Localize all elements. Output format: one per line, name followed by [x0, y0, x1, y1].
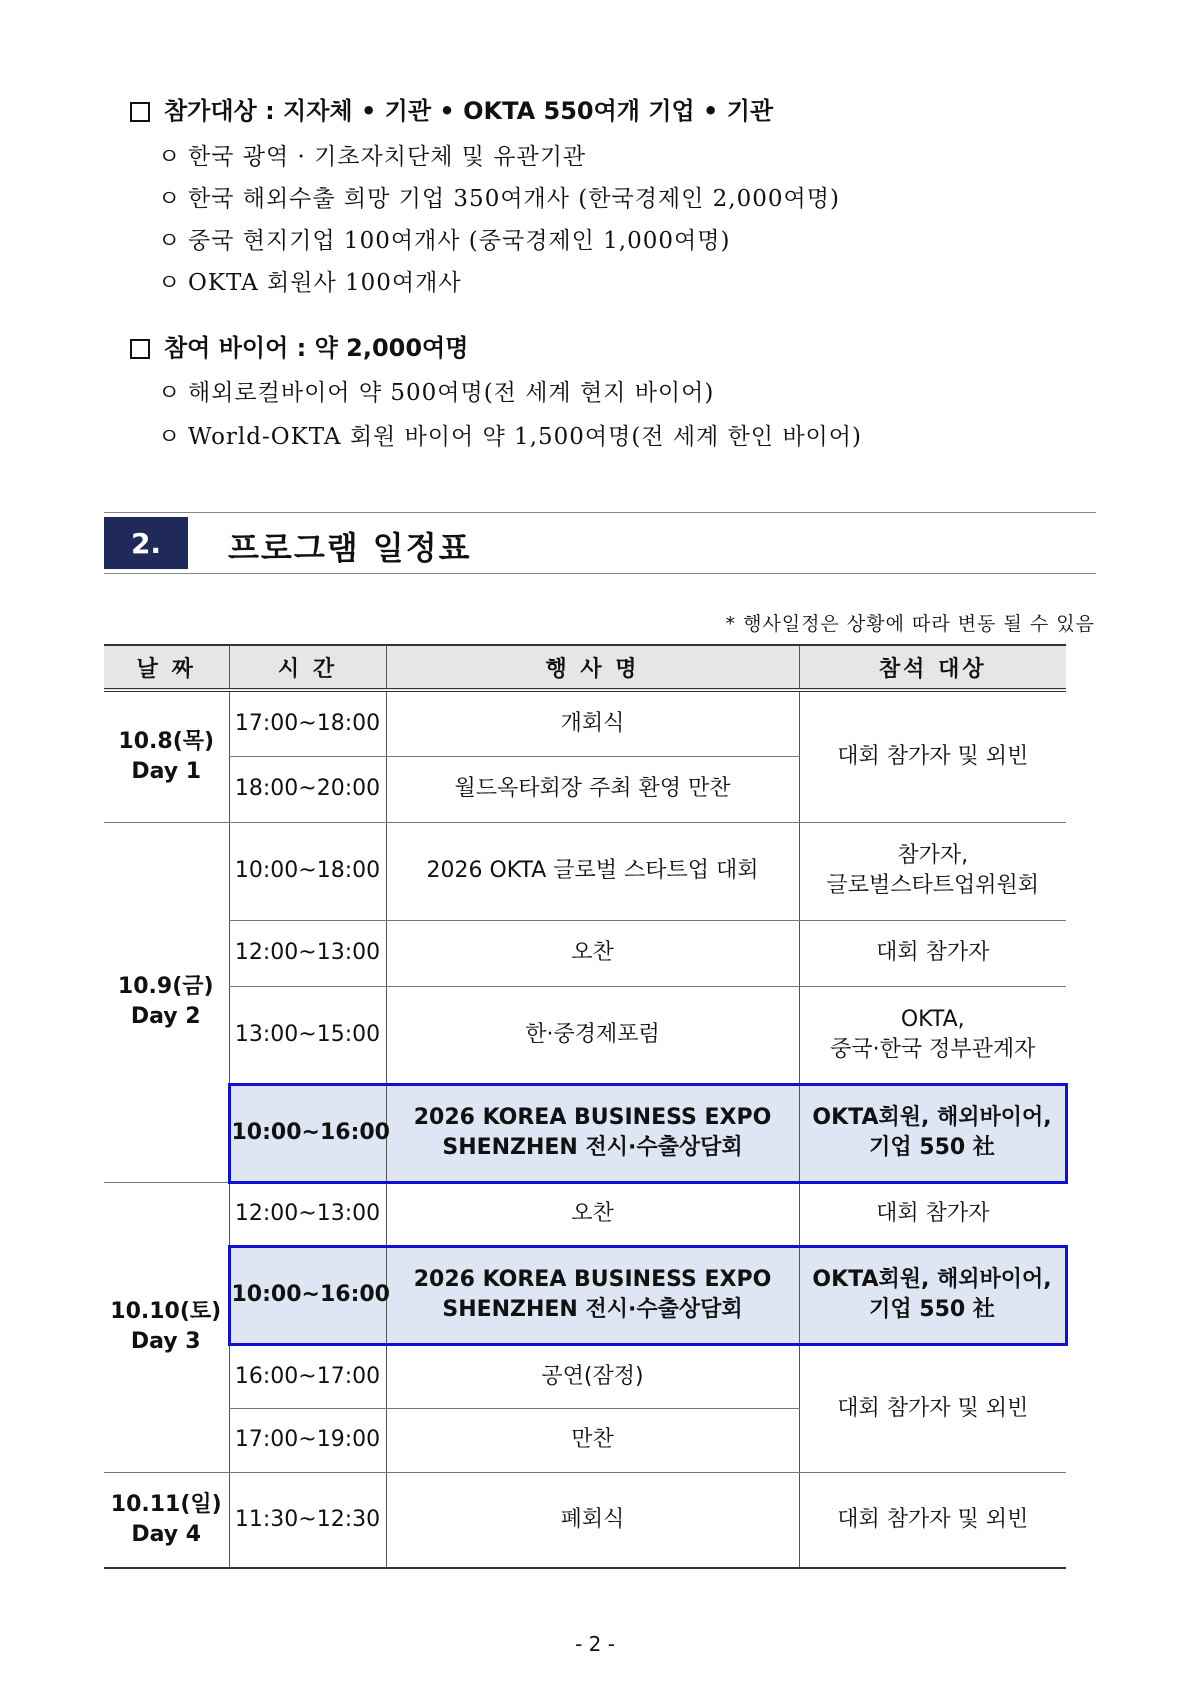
- target-cell: 대회 참가자: [799, 920, 1066, 986]
- schedule-note: * 행사일정은 상황에 따라 변동 될 수 있음: [725, 613, 1095, 635]
- target-cell: 대회 참가자 및 외빈: [799, 690, 1066, 822]
- buyers-item: ㅇ 해외로컬바이어 약 500여명(전 세계 현지 바이어): [158, 380, 715, 406]
- checkbox-square-icon: [130, 339, 150, 359]
- bullet-icon: ㅇ: [158, 144, 182, 170]
- buyers-item: ㅇ World-OKTA 회원 바이어 약 1,500여명(전 세계 한인 바이어): [158, 424, 862, 450]
- bullet-icon: ㅇ: [158, 424, 182, 450]
- event-cell: 한·중경제포럼: [386, 986, 799, 1084]
- bullet-icon: ㅇ: [158, 270, 182, 296]
- table-row: [104, 690, 1066, 756]
- participants-item: ㅇ 중국 현지기업 100여개사 (중국경제인 1,000여명): [158, 228, 731, 254]
- header-time: 시 간: [229, 645, 386, 690]
- header-target: 참석 대상: [799, 645, 1066, 690]
- participants-item: ㅇ 한국 광역 · 기초자치단체 및 유관기관: [158, 144, 587, 170]
- table-row: [104, 1182, 1066, 1246]
- section-number: 2.: [104, 517, 188, 569]
- time-cell: 10:00~16:00: [229, 1246, 386, 1344]
- time-cell: 10:00~16:00: [229, 1084, 386, 1182]
- event-cell: 만찬: [386, 1408, 799, 1472]
- target-cell: OKTA회원, 해외바이어, 기업 550 社: [799, 1246, 1066, 1344]
- table-row: [104, 1472, 1066, 1568]
- section-title: 프로그램 일정표: [228, 529, 472, 567]
- time-cell: 12:00~13:00: [229, 920, 386, 986]
- date-cell: 10.8(목) Day 1: [104, 690, 229, 822]
- event-cell: 2026 OKTA 글로벌 스타트업 대회: [386, 822, 799, 920]
- bullet-icon: ㅇ: [158, 186, 182, 212]
- target-cell: OKTA회원, 해외바이어, 기업 550 社: [799, 1084, 1066, 1182]
- target-cell: 대회 참가자 및 외빈: [799, 1344, 1066, 1472]
- table-row: [104, 986, 1066, 1084]
- time-cell: 18:00~20:00: [229, 756, 386, 822]
- table-row: [104, 822, 1066, 920]
- bullet-icon: ㅇ: [158, 380, 182, 406]
- date-cell: 10.10(토) Day 3: [104, 1182, 229, 1472]
- buyers-title: 참여 바이어 : 약 2,000여명: [130, 333, 468, 363]
- event-cell: 월드옥타회장 주최 환영 만찬: [386, 756, 799, 822]
- time-cell: 16:00~17:00: [229, 1344, 386, 1408]
- target-cell: 대회 참가자: [799, 1182, 1066, 1246]
- section-heading: [104, 512, 1096, 574]
- time-cell: 11:30~12:30: [229, 1472, 386, 1568]
- table-row: [104, 1344, 1066, 1408]
- page-number: - 2 -: [575, 1632, 615, 1656]
- participants-title: 참가대상 : 지자체 • 기관 • OKTA 550여개 기업 • 기관: [130, 96, 773, 126]
- event-cell: 오찬: [386, 920, 799, 986]
- time-cell: 12:00~13:00: [229, 1182, 386, 1246]
- event-cell: 폐회식: [386, 1472, 799, 1568]
- event-cell: 개회식: [386, 690, 799, 756]
- participants-item: ㅇ OKTA 회원사 100여개사: [158, 270, 462, 296]
- event-cell: 2026 KOREA BUSINESS EXPO SHENZHEN 전시·수출상담회: [386, 1084, 799, 1182]
- header-event: 행 사 명: [386, 645, 799, 690]
- event-cell: 2026 KOREA BUSINESS EXPO SHENZHEN 전시·수출상담회: [386, 1246, 799, 1344]
- checkbox-square-icon: [130, 102, 150, 122]
- date-cell: 10.11(일) Day 4: [104, 1472, 229, 1568]
- schedule-table: [104, 644, 1068, 1569]
- time-cell: 10:00~18:00: [229, 822, 386, 920]
- bullet-icon: ㅇ: [158, 228, 182, 254]
- target-cell: OKTA, 중국·한국 정부관계자: [799, 986, 1066, 1084]
- table-row: [104, 920, 1066, 986]
- time-cell: 17:00~18:00: [229, 690, 386, 756]
- target-cell: 참가자, 글로벌스타트업위원회: [799, 822, 1066, 920]
- header-date: 날 짜: [104, 645, 229, 690]
- table-row-highlighted: [104, 1084, 1066, 1182]
- participants-item: ㅇ 한국 해외수출 희망 기업 350여개사 (한국경제인 2,000여명): [158, 186, 840, 212]
- target-cell: 대회 참가자 및 외빈: [799, 1472, 1066, 1568]
- date-cell: 10.9(금) Day 2: [104, 822, 229, 1182]
- table-header-row: [104, 645, 1066, 690]
- table-row-highlighted: [104, 1246, 1066, 1344]
- event-cell: 오찬: [386, 1182, 799, 1246]
- time-cell: 17:00~19:00: [229, 1408, 386, 1472]
- event-cell: 공연(잠정): [386, 1344, 799, 1408]
- time-cell: 13:00~15:00: [229, 986, 386, 1084]
